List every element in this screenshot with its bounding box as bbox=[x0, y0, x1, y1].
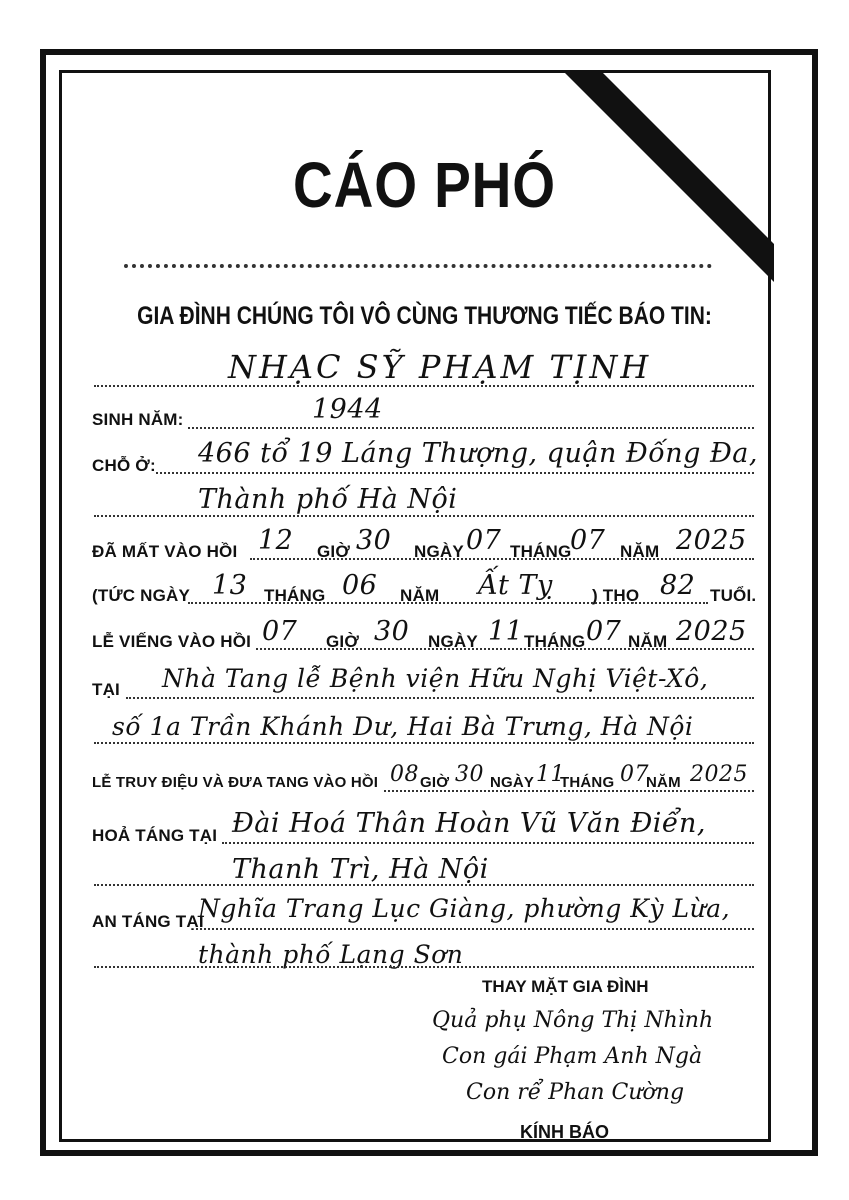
lunar-year-label: NĂM bbox=[400, 586, 440, 605]
funeral-hour-label: GIỜ bbox=[420, 774, 450, 791]
death-day-label: NGÀY bbox=[414, 542, 464, 561]
viewing-month: 07 bbox=[586, 616, 622, 647]
birth-label: SINH NĂM: bbox=[92, 410, 184, 429]
cremation-label: HOẢ TÁNG TẠI bbox=[92, 826, 218, 845]
funeral-day: 11 bbox=[536, 762, 565, 787]
funeral-hour: 08 bbox=[390, 762, 419, 787]
funeral-month: 07 bbox=[620, 762, 649, 787]
death-hour: 12 bbox=[258, 525, 294, 556]
viewing-day: 11 bbox=[488, 616, 524, 647]
funeral-minute: 30 bbox=[455, 762, 484, 787]
lunar-age-prefix: ) THỌ bbox=[592, 586, 640, 605]
lunar-age: 82 bbox=[660, 570, 696, 601]
burial-dotline-1 bbox=[196, 928, 754, 930]
closing-text: KÍNH BÁO bbox=[520, 1122, 609, 1142]
signature-person-1: Quả phụ Nông Thị Nhình bbox=[432, 1008, 714, 1033]
intro-text: GIA ĐÌNH CHÚNG TÔI VÔ CÙNG THƯƠNG TIẾC BÁO TIN: bbox=[137, 302, 712, 330]
page-title: CÁO PHÓ bbox=[293, 149, 556, 221]
viewing-minute: 30 bbox=[374, 616, 410, 647]
lunar-day: 13 bbox=[212, 570, 248, 601]
deceased-name: NHẠC SỸ PHẠM TỊNH bbox=[228, 348, 652, 386]
residence-dotline-1 bbox=[156, 472, 754, 474]
death-minute: 30 bbox=[356, 525, 392, 556]
death-hour-label: GIỜ bbox=[317, 542, 351, 561]
death-year: 2025 bbox=[676, 525, 747, 556]
cremation-dotline-2 bbox=[94, 884, 754, 886]
death-label: ĐÃ MẤT VÀO HỒI bbox=[92, 542, 238, 561]
death-month: 07 bbox=[570, 525, 606, 556]
residence-line2: Thành phố Hà Nội bbox=[198, 484, 458, 515]
funeral-year: 2025 bbox=[690, 762, 748, 787]
death-month-label: THÁNG bbox=[510, 542, 572, 561]
lunar-month-label: THÁNG bbox=[264, 586, 326, 605]
venue-label: TẠI bbox=[92, 680, 120, 699]
viewing-hour: 07 bbox=[262, 616, 298, 647]
lunar-dotline bbox=[188, 602, 708, 604]
death-dotline bbox=[250, 558, 754, 560]
funeral-dotline bbox=[384, 790, 754, 792]
birth-year: 1944 bbox=[312, 394, 383, 425]
viewing-day-label: NGÀY bbox=[428, 632, 478, 651]
title-divider bbox=[124, 264, 712, 268]
cremation-line1: Đài Hoá Thân Hoàn Vũ Văn Điển, bbox=[232, 808, 706, 839]
funeral-month-label: THÁNG bbox=[560, 774, 615, 791]
venue-dotline-1 bbox=[126, 697, 754, 699]
lunar-age-label: TUỔI. bbox=[710, 586, 757, 605]
cremation-dotline-1 bbox=[222, 842, 754, 844]
venue-line2: số 1a Trần Khánh Dư, Hai Bà Trưng, Hà Nội bbox=[112, 712, 694, 741]
lunar-label: (TỨC NGÀY bbox=[92, 586, 191, 605]
signature-person-3: Con rể Phan Cường bbox=[466, 1080, 685, 1105]
venue-dotline-2 bbox=[94, 742, 754, 744]
viewing-year-label: NĂM bbox=[628, 632, 668, 651]
venue-line1: Nhà Tang lễ Bệnh viện Hữu Nghị Việt-Xô, bbox=[162, 664, 709, 693]
funeral-year-label: NĂM bbox=[646, 774, 681, 791]
signature-title: THAY MẶT GIA ĐÌNH bbox=[482, 977, 649, 996]
signature-person-2: Con gái Phạm Anh Ngà bbox=[442, 1044, 703, 1069]
viewing-label: LỄ VIẾNG VÀO HỒI bbox=[92, 632, 252, 651]
funeral-label: LỄ TRUY ĐIỆU VÀ ĐƯA TANG VÀO HỒI bbox=[92, 774, 379, 791]
viewing-month-label: THÁNG bbox=[524, 632, 586, 651]
viewing-dotline bbox=[256, 648, 754, 650]
cremation-line2: Thanh Trì, Hà Nội bbox=[232, 854, 489, 885]
death-day: 07 bbox=[466, 525, 502, 556]
name-dotline bbox=[94, 385, 754, 387]
viewing-year: 2025 bbox=[676, 616, 747, 647]
residence-label: CHỖ Ở: bbox=[92, 456, 156, 475]
burial-line2: thành phố Lạng Sơn bbox=[198, 940, 464, 969]
lunar-month: 06 bbox=[342, 570, 378, 601]
death-year-label: NĂM bbox=[620, 542, 660, 561]
residence-line1: 466 tổ 19 Láng Thượng, quận Đống Đa, bbox=[198, 438, 758, 469]
funeral-day-label: NGÀY bbox=[490, 774, 535, 791]
lunar-year: Ất Tỵ bbox=[478, 570, 553, 601]
viewing-hour-label: GIỜ bbox=[326, 632, 360, 651]
burial-dotline-2 bbox=[94, 966, 754, 968]
residence-dotline-2 bbox=[94, 515, 754, 517]
birth-dotline bbox=[188, 427, 754, 429]
burial-line1: Nghĩa Trang Lục Giàng, phường Kỳ Lừa, bbox=[198, 894, 731, 923]
burial-label: AN TÁNG TẠI bbox=[92, 912, 204, 931]
